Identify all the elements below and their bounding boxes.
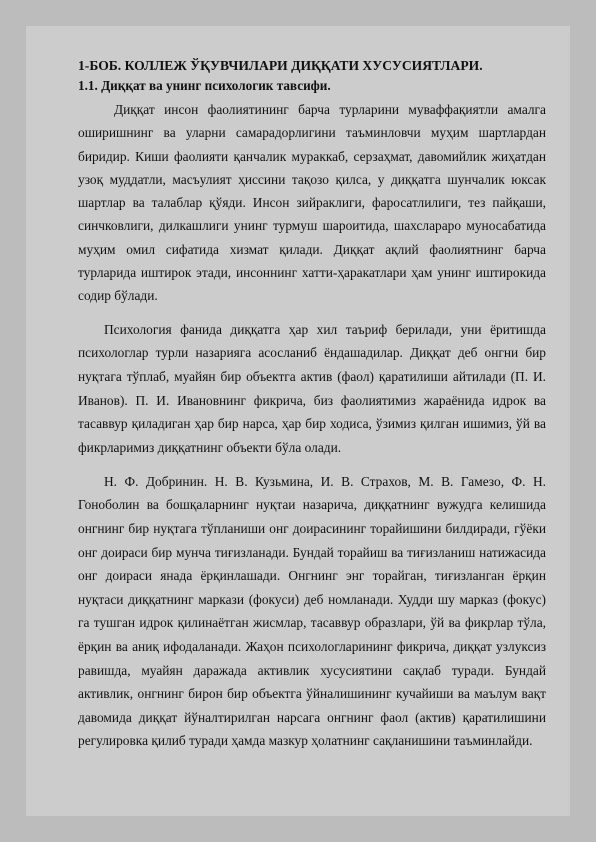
paragraph: Н. Ф. Добринин. Н. В. Кузьмина, И. В. Страхов, М. В. Гамезо, Ф. Н. Гоноболин ва бошқаларнинг нуқтаи назарича, диққатнинг вужудга келишида онгнинг бир нуқтага тўпланиши онг доирасининг торайишини билдиради, гўёки онг доираси бир мунча тиғизланади. Бундай торайиш ва тиғизланиш натижасида онг доираси янада ёрқинлашади. Онгнинг энг торайган, тиғизланган ёрқин нуқтаси диққатнинг маркази (фокуси) деб номланади. Худди шу марказ (фокус) га тушган идрок қилинаётган жисмлар, тасаввур образлари, ўй ва фикрлар тўла, ёрқин ва аниқ ифодаланади. Жаҳон психологларининг фикрича, диққат узлуксиз равишда, муайян даражада активлик хусусиятини сақлаб туради. Бундай активлик, онгнинг бирон бир объектга ўйналишининг кучайиши ва маълум вақт давомида диққат йўналтирилган нарсага онгнинг фаол (актив) қаратилишини регулировка қилиб туради ҳамда мазкур ҳолатнинг сақланишини таъминлайди. — [78, 473, 546, 749]
paragraph: Диққат инсон фаолиятининг барча турларини муваффақиятли амалга оширишнинг ва уларни самарадорлигини таъминловчи муҳим шартлардан биридир. Киши фаолияти қанчалик мураккаб, серзаҳмат, давомийлик жиҳатдан узоқ муддатли, масъулият ҳиссини тақозо қилса, у диққатга шунчалик юксак шартлар ва талаблар қўяди. Инсон зийраклиги, фаросатлилиги, тез пайқаши, синчковлиги, дилкашлиги унинг турмуш шароитида, шахсларaро муносабатида муҳим омил сифатида хизмат қилади. Диққат ақлий фаолиятнинг барча турларида иштирок этади, инсоннинг хатти-ҳаракатлари ҳам унинг иштирокида содир бўлади. — [78, 102, 546, 304]
document-page — [26, 26, 570, 816]
document-body — [78, 56, 546, 753]
section-title: 1.1. Диққат ва унинг психологик тавсифи. — [78, 78, 331, 93]
chapter-title: 1-БОБ. КОЛЛЕЖ ЎҚУВЧИЛАРИ ДИҚҚАТИ ХУСУСИЯТЛАРИ. — [78, 58, 483, 73]
paragraph: Психология фанида диққатга ҳар хил таъриф берилади, уни ёритишда психологлар турли назарияга асосланиб ёндашадилар. Диққат деб онгни бир нуқтага тўплаб, муайян бир объектга актив (фаол) қаратилиши айтилади (П. И. Иванов). П. И. Ивановнинг фикрича, биз фаолиятимиз жараёнида идрок ва тасаввур қиладиган ҳар бир нарса, ҳар бир ходиса, ўзимиз қилган ишимиз, ўй ва фикрларимиз диққатнинг объекти бўла олади. — [78, 321, 546, 456]
